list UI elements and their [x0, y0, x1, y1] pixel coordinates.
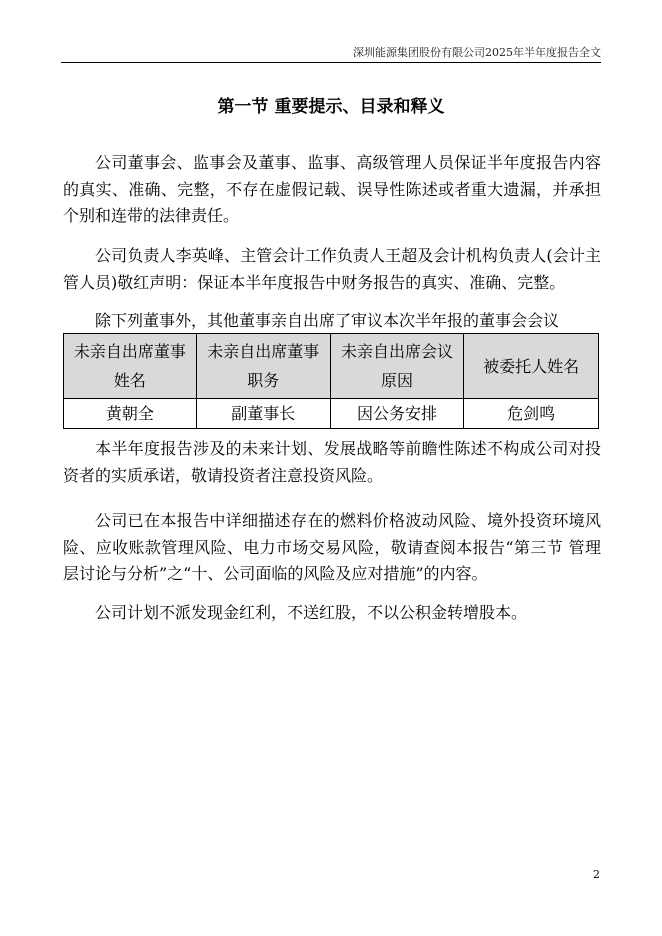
paragraph-board-guarantee: 公司董事会、监事会及董事、监事、高级管理人员保证半年度报告内容的真实、准确、完整，不存在虚假记载、误导性陈述或者重大遗漏，并承担个别和连带的法律责任。 — [63, 153, 601, 225]
table-header-row — [64, 334, 599, 399]
table-cell-position: 副董事长 — [196, 399, 330, 429]
paragraph-risks: 公司已在本报告中详细描述存在的燃料价格波动风险、境外投资环境风险、应收账款管理风险、电力市场交易风险，敬请查阅本报告“第三节 管理层讨论与分析”之“十、公司面临的风险及应对措施”的内容。 — [63, 511, 601, 583]
header-divider — [61, 62, 601, 63]
absent-directors-table — [63, 333, 599, 429]
table-header-cell: 未亲自出席董事职务 — [196, 334, 330, 399]
section-title: 第一节 重要提示、目录和释义 — [217, 97, 445, 117]
paragraph-absent-directors-intro: 除下列董事外，其他董事亲自出席了审议本次半年报的董事会会议 — [95, 311, 560, 330]
page-number: 2 — [593, 868, 600, 881]
running-header: 深圳能源集团股份有限公司2025年半年度报告全文 — [353, 46, 601, 59]
paragraph-dividend-plan: 公司计划不派发现金红利，不送红股，不以公积金转增股本。 — [95, 603, 528, 622]
table-cell-name: 黄朝全 — [64, 399, 197, 429]
paragraph-responsible-persons: 公司负责人李英峰、主管会计工作负责人王超及会计机构负责人(会计主管人员)敬红声明：保证本半年度报告中财务报告的真实、准确、完整。 — [63, 246, 601, 292]
table-header-cell: 被委托人姓名 — [464, 334, 599, 399]
table-cell-reason: 因公务安排 — [330, 399, 464, 429]
table-header-cell: 未亲自出席会议原因 — [330, 334, 464, 399]
paragraph-forward-looking: 本半年度报告涉及的未来计划、发展战略等前瞻性陈述不构成公司对投资者的实质承诺，敬请投资者注意投资风险。 — [63, 439, 601, 485]
table-cell-proxy: 危剑鸣 — [464, 399, 599, 429]
table-row — [64, 399, 599, 429]
table-header-cell: 未亲自出席董事姓名 — [64, 334, 197, 399]
